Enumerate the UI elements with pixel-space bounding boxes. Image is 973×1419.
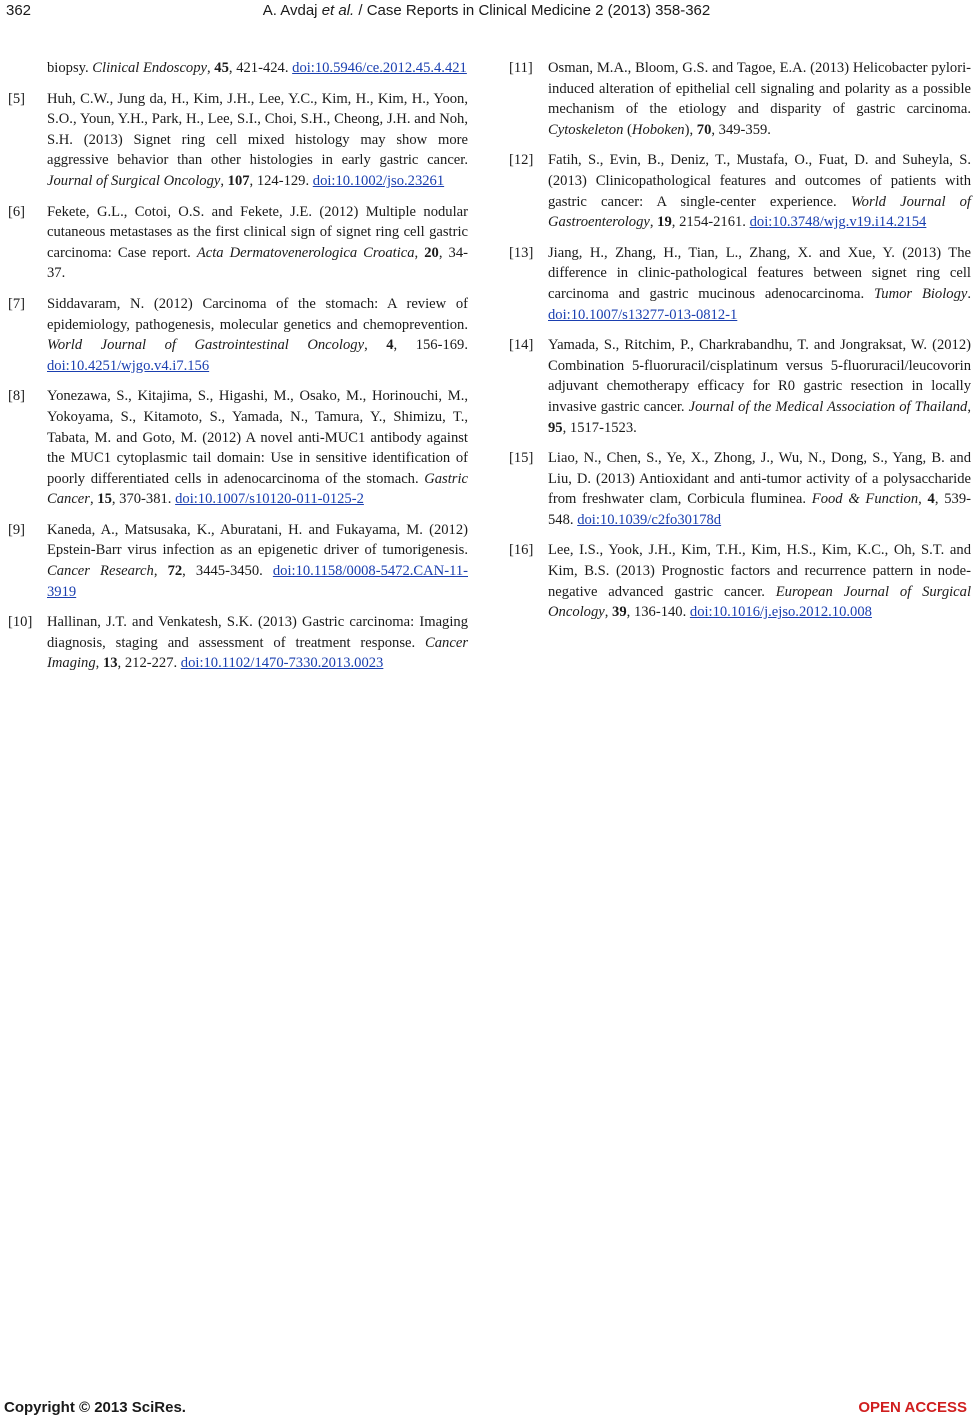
reference-space [263, 563, 273, 579]
reference-number: [5] [8, 90, 26, 107]
reference-journal: World Journal of Gastrointestinal Oncology [47, 337, 365, 354]
reference-authors-title: Fekete, G.L., Cotoi, O.S. and Fekete, J.E. (2012) Multiple nodular cutaneous metastases as the first clinical sign of signet ring cell gastric carcinoma: Case report. [47, 203, 468, 261]
reference-text [47, 612, 468, 674]
reference-separator: , [918, 491, 928, 508]
reference-text [47, 294, 468, 376]
reference-separator: , [649, 214, 658, 231]
reference-number: [6] [8, 203, 26, 220]
reference-number: [11] [509, 60, 533, 76]
reference-text [548, 243, 971, 325]
reference-doi-link[interactable]: doi:10.1016/j.ejso.2012.10.008 [689, 604, 872, 621]
reference-volume: 72 [167, 563, 183, 580]
reference-number: [12] [509, 152, 534, 169]
reference-number: [15] [509, 450, 534, 467]
reference-doi-link[interactable]: doi:10.1007/s10120-011-0125-2 [175, 491, 364, 508]
reference-volume: 19 [657, 214, 672, 231]
reference-number: [13] [509, 244, 534, 261]
reference-pages: , 2154-2161. [671, 214, 746, 231]
reference-separator: , [153, 563, 168, 580]
reference-doi-link[interactable]: doi:10.1102/1470-7330.2013.0023 [180, 655, 384, 672]
reference-entry [509, 448, 971, 530]
reference-authors-title: Fatih, S., Evin, B., Deniz, T., Mustafa, O., Fuat, D. and Suheyla, S. (2013) Clinicopathological features and outcomes of patients with gastric cancer: A single-center experience. [548, 152, 971, 210]
running-head [0, 2, 973, 19]
reference-pages: , 421-424. [228, 60, 289, 76]
reference-text [47, 386, 468, 510]
reference-text [548, 150, 971, 232]
reference-text [47, 89, 468, 192]
reference-authors-title: Kaneda, A., Matsusaka, K., Aburatani, H. and Fukayama, M. (2012) Epstein-Barr virus infection as an epigenetic driver of tumorigenesis. [47, 521, 468, 559]
reference-authors-title: Yonezawa, S., Kitajima, S., Higashi, M., Osako, M., Horinouchi, M., Yokoyama, S., Kitamoto, S., Yamada, N., Tamura, Y., Shimizu, T., Tabata, M. and Goto, M. (2012) A novel anti-MUC1 antibody against the MUC1 cytoplasmic tail domain: Use in sensitive identification of poorly differentiated cells in adenocarcinoma of the stomach. [47, 388, 468, 487]
reference-number: [14] [509, 337, 534, 354]
page-number: 362 [6, 2, 32, 19]
reference-entry [8, 520, 468, 602]
running-head-author: A. Avdaj [262, 2, 322, 19]
reference-doi-link[interactable]: doi:10.1007/s13277-013-0812-1 [548, 306, 738, 323]
reference-separator: , [95, 655, 103, 672]
reference-journal: Journal of the Medical Association of Thailand [688, 398, 968, 415]
reference-entry [8, 202, 468, 284]
reference-entry [509, 335, 971, 438]
reference-doi-link[interactable]: doi:10.5946/ce.2012.45.4.421 [292, 60, 467, 76]
reference-text [548, 448, 971, 530]
reference-separator: , [967, 398, 972, 415]
reference-text [548, 58, 971, 140]
reference-doi-link[interactable]: doi:10.1002/jso.23261 [312, 172, 445, 189]
reference-volume: 4 [386, 337, 394, 354]
reference-authors-title: Yamada, S., Ritchim, P., Charkrabandhu, T. and Jongraksat, W. (2012) Combination 5-fluoruracil/cisplatinum versus 5-fluoruracil/leucovorin adjuvant chemotherapy efficacy for R0 gastric resection in locally invasive gastric cancer. [548, 337, 971, 415]
reference-text [47, 520, 468, 602]
reference-text [47, 202, 468, 284]
reference-entry [509, 150, 971, 232]
reference-pages: , 34-37. [47, 244, 468, 282]
reference-authors-title: Siddavaram, N. (2012) Carcinoma of the stomach: A review of epidemiology, pathogenesis, molecular genetics and chemoprevention. [47, 295, 468, 333]
reference-authors-title: Lee, I.S., Yook, J.H., Kim, T.H., Kim, H.S., Kim, K.C., Oh, S.T. and Kim, B.S. (2013) Prognostic factors and recurrence pattern in node-negative advanced gastric cancer. [548, 542, 971, 600]
reference-volume: 4 [927, 491, 935, 508]
reference-pages: , 370-381. [111, 491, 172, 508]
copyright-notice: Copyright © 2013 SciRes. [4, 1399, 186, 1416]
reference-pages: , 156-169. [393, 337, 468, 354]
reference-entry [8, 386, 468, 510]
reference-pages: , 539-548. [548, 491, 971, 528]
running-head-etal: et al. [321, 2, 355, 19]
reference-volume: 95 [548, 419, 563, 436]
reference-authors-title: Osman, M.A., Bloom, G.S. and Tagoe, E.A. (2013) Helicobacter pylori-induced alteration of epithelial cell signaling and polarity as a possible mechanism of the etiology and disparity of gastric carcinoma. [548, 60, 971, 118]
reference-volume: 20 [424, 244, 439, 261]
reference-number: [9] [8, 521, 26, 538]
reference-pages: , 124-129. [249, 172, 310, 189]
reference-volume: 45 [214, 60, 229, 76]
reference-journal: Cytoskeleton [548, 121, 624, 138]
reference-pages: , 212-227. [117, 655, 178, 672]
reference-separator: , [364, 337, 387, 354]
reference-text [548, 335, 971, 438]
reference-journal: Tumor Biology [873, 285, 968, 302]
reference-pages: , 349-359. [711, 121, 771, 138]
reference-separator: , [220, 172, 228, 189]
reference-pages: , 3445-3450. [182, 563, 263, 580]
reference-authors-title: Jiang, H., Zhang, H., Tian, L., Zhang, X. and Xue, Y. (2013) The difference in clinic-pathological features between signet ring cell carcinoma and gastric mucinous adenocarcinoma. [548, 244, 971, 302]
reference-separator: , [604, 604, 613, 621]
reference-journal: Food & Function [811, 491, 919, 508]
reference-journal: European Journal of Surgical Oncology [548, 583, 972, 621]
reference-journal: Cancer Research [47, 563, 154, 580]
reference-journal: World Journal of Gastroenterology [548, 193, 971, 231]
reference-journal-location: Hoboken [631, 121, 685, 138]
reference-separator: , [89, 491, 98, 508]
reference-doi-link[interactable]: doi:10.4251/wjgo.v4.i7.156 [47, 357, 210, 374]
reference-authors-title: Hallinan, J.T. and Venkatesh, S.K. (2013) Gastric carcinoma: Imaging diagnosis, staging and assessment of treatment response. [47, 614, 468, 651]
reference-separator: . [967, 285, 971, 302]
reference-separator: ( [623, 121, 632, 138]
reference-volume: 70 [696, 121, 712, 138]
reference-separator: ), [684, 121, 697, 138]
reference-text [47, 58, 468, 79]
reference-doi-link[interactable]: doi:10.1039/c2fo30178d [577, 511, 722, 528]
reference-number: [16] [509, 542, 534, 559]
reference-entry [8, 612, 468, 674]
reference-pages: , 1517-1523. [562, 419, 637, 436]
reference-journal: Gastric Cancer [47, 470, 468, 508]
reference-volume: 15 [97, 491, 112, 508]
reference-journal: Cancer Imaging [47, 634, 468, 672]
reference-journal: Acta Dermatovenerologica Croatica [196, 244, 415, 261]
reference-authors-title: Huh, C.W., Jung da, H., Kim, J.H., Lee, Y.C., Kim, H., Kim, H., Yoon, S.O., Youn, Y.H., Park, H., Lee, S.I., Choi, S.H., Cheong, J.H. and Noh, S.H. (2013) Signet ring cell mixed histology may show more aggressive behavior than other histologies in early gastric cancer. [47, 90, 468, 169]
reference-number: [7] [8, 295, 26, 312]
reference-number: [10] [8, 614, 33, 631]
reference-journal: Clinical Endoscopy [92, 60, 207, 76]
reference-doi-link[interactable]: doi:10.3748/wjg.v19.i14.2154 [749, 214, 927, 231]
reference-doi-link[interactable]: doi:10.1158/0008-5472.CAN-11-3919 [47, 563, 468, 600]
reference-entry [509, 58, 971, 140]
reference-entry [8, 294, 468, 376]
reference-separator: , [414, 244, 425, 261]
reference-authors-title: biopsy. [47, 60, 93, 76]
reference-text [548, 540, 971, 622]
reference-entry [8, 58, 468, 79]
reference-entry [509, 540, 971, 622]
reference-column-right [509, 58, 971, 633]
reference-separator: , [207, 60, 215, 76]
reference-entry [8, 89, 468, 192]
reference-volume: 39 [612, 604, 627, 621]
reference-volume: 107 [227, 172, 250, 189]
running-head-journal: / Case Reports in Clinical Medicine 2 (2013) 358-362 [354, 2, 711, 19]
reference-volume: 13 [102, 655, 118, 672]
reference-journal: Journal of Surgical Oncology [47, 172, 221, 189]
open-access-label: OPEN ACCESS [858, 1399, 967, 1416]
reference-entry [509, 243, 971, 325]
reference-number: [8] [8, 388, 26, 405]
reference-authors-title: Liao, N., Chen, S., Ye, X., Zhong, J., Wu, N., Dong, S., Yang, B. and Liu, D. (2013) Antioxidant and anti-tumor activity of a polysaccharide from freshwater clam, Corbicula fluminea. [548, 450, 971, 508]
reference-pages: , 136-140. [626, 604, 687, 621]
reference-column-left [8, 58, 468, 684]
